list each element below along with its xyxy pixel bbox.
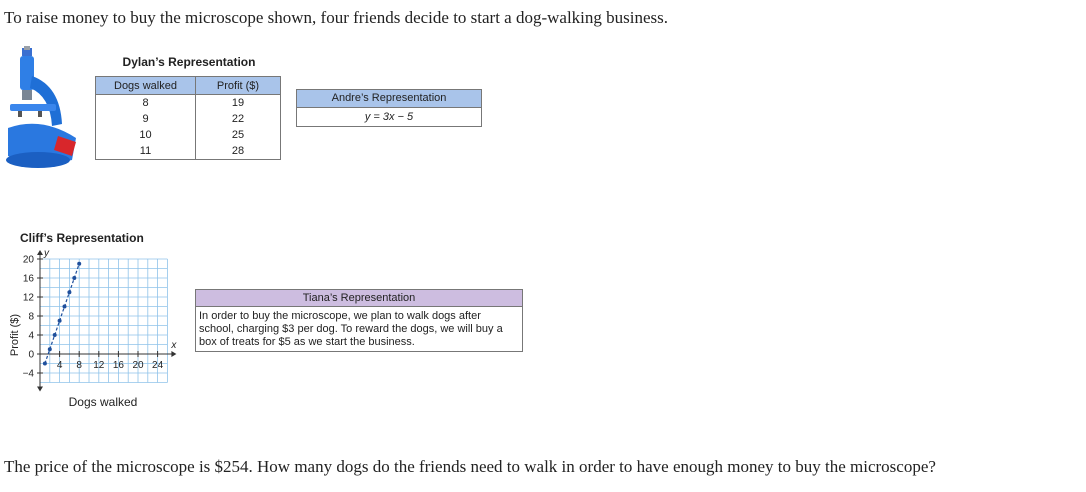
dogs-cell: 8: [96, 95, 196, 112]
tiana-box: [195, 289, 523, 352]
y-tick-label: −4: [22, 368, 34, 380]
chart-title: Cliff’s Representation: [20, 231, 144, 245]
x-tick-label: 20: [132, 360, 144, 371]
data-point: [53, 333, 57, 337]
profit-cell: 19: [196, 95, 281, 112]
dylan-title: Dylan’s Representation: [122, 55, 256, 69]
x-tick-label: 24: [152, 360, 164, 371]
y-tick-label: 12: [22, 292, 34, 304]
data-point: [67, 290, 71, 294]
cliff-chart: [0, 228, 180, 418]
dogs-cell: 10: [96, 127, 196, 143]
data-point: [48, 347, 52, 351]
table-row: [96, 127, 281, 143]
y-axis-arrow-down: [37, 387, 43, 392]
profit-cell: 28: [196, 143, 281, 160]
data-point: [63, 305, 67, 309]
table-row: [96, 143, 281, 160]
andre-equation: y = 3x − 5: [364, 111, 414, 123]
tiana-title: Tiana’s Representation: [196, 290, 522, 307]
table-row: [96, 95, 281, 112]
dogs-cell: 11: [96, 143, 196, 160]
microscope-image: [2, 46, 78, 172]
x-tick-label: 12: [93, 360, 105, 371]
x-tick-label: 8: [76, 360, 82, 371]
dogs-cell: 9: [96, 111, 196, 127]
table-row: [96, 111, 281, 127]
profit-cell: 25: [196, 127, 281, 143]
y-tick-label: 0: [28, 349, 34, 361]
dylan-header-profit: Profit ($): [196, 77, 281, 95]
data-point: [77, 262, 81, 266]
andre-box: [296, 89, 482, 127]
data-point: [58, 319, 62, 323]
y-axis-arrow-up: [37, 250, 43, 255]
profit-cell: 22: [196, 111, 281, 127]
x-axis-variable: x: [171, 340, 177, 351]
x-axis-arrow: [171, 351, 176, 357]
y-tick-label: 16: [22, 273, 34, 285]
andre-title: Andre’s Representation: [297, 90, 481, 108]
y-tick-label: 8: [28, 311, 34, 323]
y-tick-label: 4: [28, 330, 34, 342]
tiana-text: In order to buy the microscope, we plan to walk dogs after school, charging $3 per dog. To reward the dogs, we will buy a box of treats for $5 as we start the business.: [199, 310, 503, 348]
y-axis-label: Profit ($): [9, 313, 21, 357]
data-point: [43, 362, 47, 366]
question-text: The price of the microscope is $254. How many dogs do the friends need to walk in order to have enough money to buy the microscope?: [4, 457, 936, 476]
y-axis-variable: y: [44, 248, 49, 259]
dylan-table: [95, 76, 281, 160]
x-tick-label: 16: [112, 360, 124, 371]
intro-text: To raise money to buy the microscope shown, four friends decide to start a dog-walking business.: [4, 8, 669, 27]
y-tick-label: 20: [22, 254, 34, 266]
x-axis-label: Dogs walked: [68, 395, 138, 409]
dylan-header-dogs: Dogs walked: [96, 77, 196, 95]
x-tick-label: 4: [56, 360, 63, 371]
data-point: [72, 276, 76, 280]
